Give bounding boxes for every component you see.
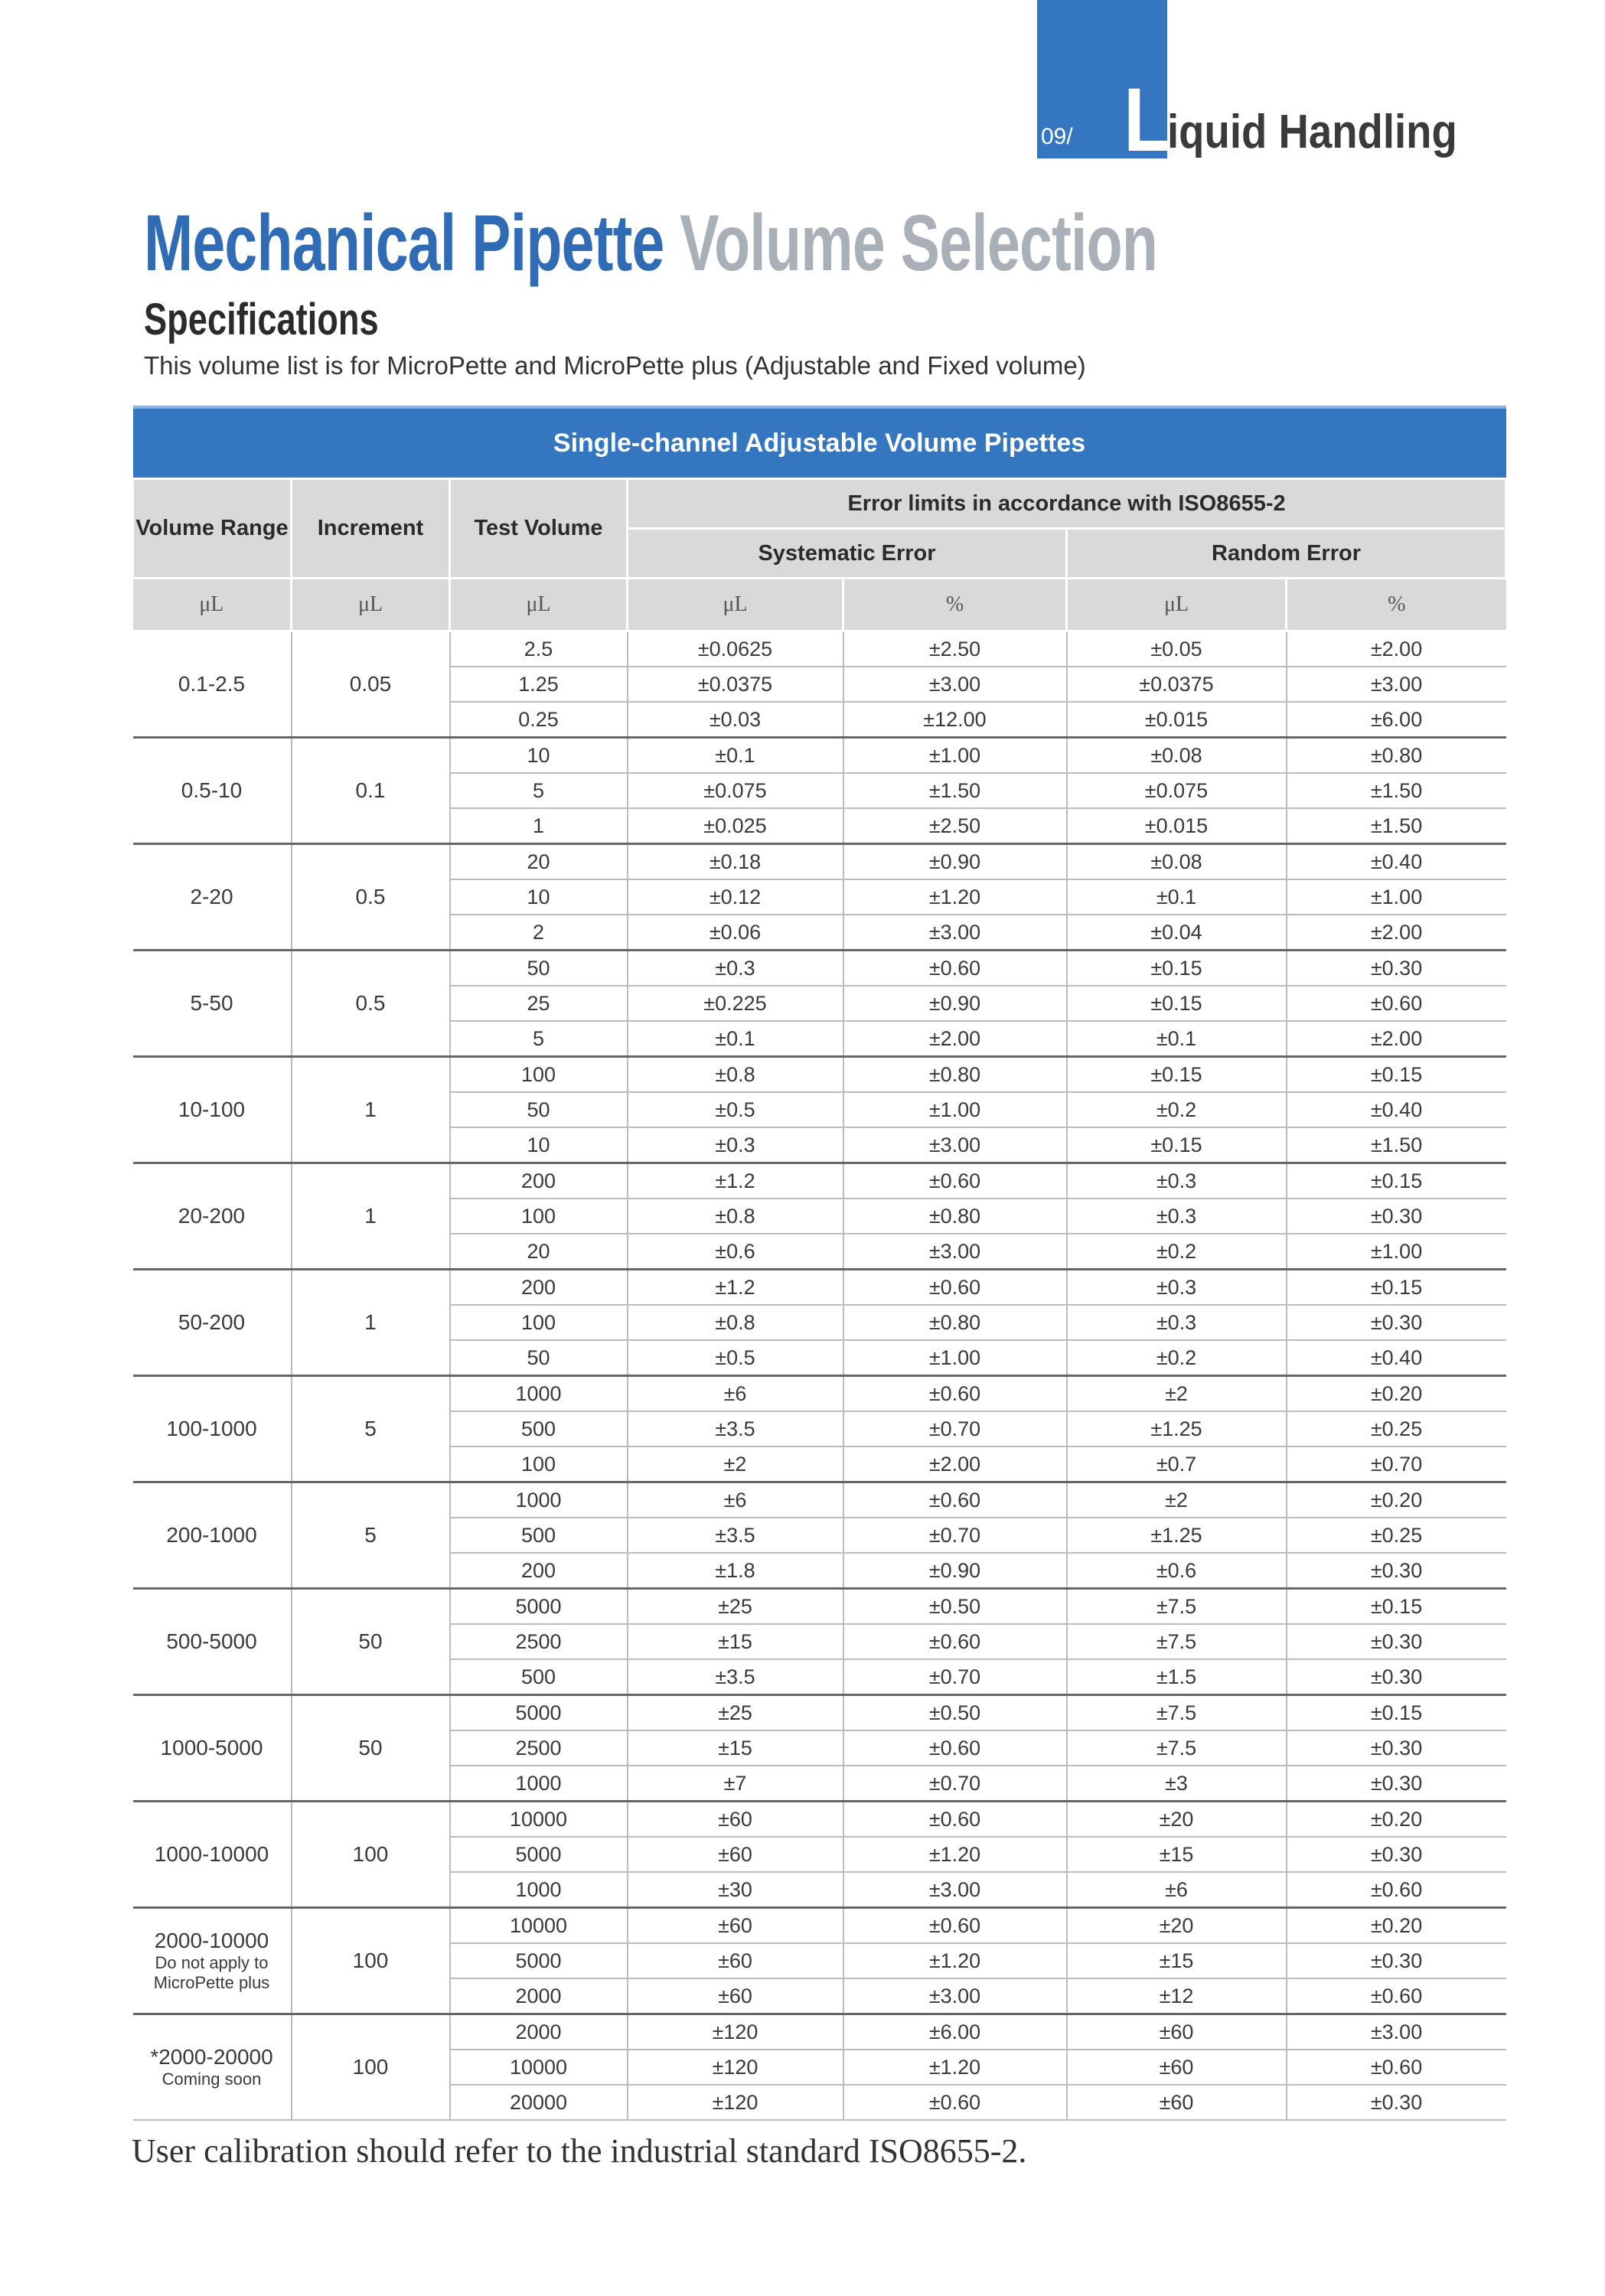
random-error-pct-cell: ±3.00 xyxy=(1287,2014,1506,2050)
table-row xyxy=(133,1802,1506,1838)
random-error-pct-cell: ±3.00 xyxy=(1287,667,1506,702)
systematic-error-ul-cell: ±0.18 xyxy=(628,844,843,880)
random-error-pct-cell: ±0.30 xyxy=(1287,1305,1506,1340)
test-volume-cell: 10000 xyxy=(450,2050,628,2085)
random-error-pct-cell: ±0.60 xyxy=(1287,986,1506,1021)
systematic-error-pct-cell: ±0.60 xyxy=(843,1730,1067,1766)
test-volume-cell: 1000 xyxy=(450,1376,628,1412)
test-volume-cell: 5 xyxy=(450,1021,628,1057)
random-error-ul-cell: ±0.15 xyxy=(1067,1127,1287,1163)
systematic-error-ul-cell: ±0.03 xyxy=(628,702,843,738)
increment-cell: 5 xyxy=(292,1482,450,1589)
systematic-error-pct-cell: ±1.20 xyxy=(843,1837,1067,1872)
footer-note: User calibration should refer to the industrial standard ISO8655-2. xyxy=(132,2132,1027,2170)
test-volume-cell: 50 xyxy=(450,1340,628,1376)
random-error-ul-cell: ±0.2 xyxy=(1067,1092,1287,1127)
random-error-ul-cell: ±0.7 xyxy=(1067,1446,1287,1482)
test-volume-cell: 2.5 xyxy=(450,631,628,667)
random-error-pct-cell: ±0.15 xyxy=(1287,1270,1506,1306)
systematic-error-pct-cell: ±0.70 xyxy=(843,1411,1067,1446)
systematic-error-pct-cell: ±12.00 xyxy=(843,702,1067,738)
systematic-error-pct-cell: ±0.90 xyxy=(843,1553,1067,1589)
systematic-error-ul-cell: ±0.5 xyxy=(628,1340,843,1376)
random-error-ul-cell: ±0.1 xyxy=(1067,879,1287,915)
systematic-error-ul-cell: ±0.12 xyxy=(628,879,843,915)
systematic-error-ul-cell: ±0.6 xyxy=(628,1234,843,1270)
specifications-heading: Specifications xyxy=(144,295,379,344)
systematic-error-ul-cell: ±15 xyxy=(628,1730,843,1766)
random-error-pct-cell: ±0.15 xyxy=(1287,1163,1506,1199)
test-volume-cell: 100 xyxy=(450,1305,628,1340)
table-row xyxy=(133,1376,1506,1412)
test-volume-cell: 1000 xyxy=(450,1872,628,1908)
random-error-pct-cell: ±0.60 xyxy=(1287,1872,1506,1908)
test-volume-cell: 1000 xyxy=(450,1766,628,1802)
spec-table-container xyxy=(132,406,1505,2121)
systematic-error-pct-cell: ±0.60 xyxy=(843,1802,1067,1838)
systematic-error-ul-cell: ±3.5 xyxy=(628,1659,843,1695)
random-error-ul-cell: ±0.6 xyxy=(1067,1553,1287,1589)
random-error-ul-cell: ±0.075 xyxy=(1067,773,1287,808)
test-volume-cell: 0.25 xyxy=(450,702,628,738)
increment-cell: 1 xyxy=(292,1163,450,1270)
systematic-error-pct-cell: ±0.70 xyxy=(843,1766,1067,1802)
table-row xyxy=(133,1695,1506,1731)
unit-cell: % xyxy=(1287,579,1506,631)
systematic-error-ul-cell: ±1.8 xyxy=(628,1553,843,1589)
systematic-error-pct-cell: ±0.90 xyxy=(843,986,1067,1021)
systematic-error-pct-cell: ±2.50 xyxy=(843,808,1067,844)
random-error-pct-cell: ±0.15 xyxy=(1287,1057,1506,1093)
systematic-error-ul-cell: ±0.06 xyxy=(628,915,843,951)
systematic-error-pct-cell: ±3.00 xyxy=(843,667,1067,702)
random-error-pct-cell: ±1.50 xyxy=(1287,808,1506,844)
test-volume-cell: 2500 xyxy=(450,1624,628,1659)
systematic-error-pct-cell: ±0.60 xyxy=(843,951,1067,987)
random-error-pct-cell: ±0.25 xyxy=(1287,1518,1506,1553)
random-error-ul-cell: ±7.5 xyxy=(1067,1730,1287,1766)
volume-range-cell xyxy=(133,1802,292,1908)
increment-cell: 100 xyxy=(292,1802,450,1908)
test-volume-cell: 5000 xyxy=(450,1589,628,1625)
random-error-ul-cell: ±3 xyxy=(1067,1766,1287,1802)
random-error-pct-cell: ±2.00 xyxy=(1287,631,1506,667)
unit-cell: μL xyxy=(628,579,843,631)
systematic-error-pct-cell: ±1.00 xyxy=(843,1092,1067,1127)
test-volume-cell: 500 xyxy=(450,1659,628,1695)
test-volume-cell: 20 xyxy=(450,844,628,880)
systematic-error-ul-cell: ±120 xyxy=(628,2014,843,2050)
random-error-ul-cell: ±0.3 xyxy=(1067,1199,1287,1234)
random-error-ul-cell: ±0.0375 xyxy=(1067,667,1287,702)
test-volume-cell: 100 xyxy=(450,1446,628,1482)
systematic-error-pct-cell: ±0.60 xyxy=(843,2085,1067,2120)
systematic-error-pct-cell: ±0.60 xyxy=(843,1482,1067,1518)
random-error-ul-cell: ±0.05 xyxy=(1067,631,1287,667)
test-volume-cell: 2 xyxy=(450,915,628,951)
increment-cell: 1 xyxy=(292,1270,450,1376)
volume-range-value: 1000-10000 xyxy=(154,1842,269,1866)
test-volume-cell: 2500 xyxy=(450,1730,628,1766)
volume-range-value: 2-20 xyxy=(190,885,233,908)
volume-range-value: 1000-5000 xyxy=(160,1736,263,1760)
test-volume-cell: 50 xyxy=(450,951,628,987)
header-test-volume: Test Volume xyxy=(450,479,628,579)
systematic-error-pct-cell: ±0.80 xyxy=(843,1199,1067,1234)
random-error-ul-cell: ±0.1 xyxy=(1067,1021,1287,1057)
systematic-error-ul-cell: ±0.3 xyxy=(628,951,843,987)
random-error-ul-cell: ±0.08 xyxy=(1067,738,1287,774)
table-row xyxy=(133,844,1506,880)
table-row xyxy=(133,1163,1506,1199)
header-volume-range: Volume Range xyxy=(133,479,292,579)
test-volume-cell: 500 xyxy=(450,1518,628,1553)
test-volume-cell: 20000 xyxy=(450,2085,628,2120)
systematic-error-pct-cell: ±2.00 xyxy=(843,1021,1067,1057)
description-text: This volume list is for MicroPette and MicroPette plus (Adjustable and Fixed volume) xyxy=(144,351,1086,380)
unit-cell: % xyxy=(843,579,1067,631)
spec-table-body xyxy=(133,631,1506,2121)
systematic-error-pct-cell: ±3.00 xyxy=(843,1872,1067,1908)
systematic-error-ul-cell: ±6 xyxy=(628,1482,843,1518)
random-error-ul-cell: ±15 xyxy=(1067,1943,1287,1978)
volume-range-note: Coming soon xyxy=(161,2069,262,2089)
systematic-error-pct-cell: ±3.00 xyxy=(843,1234,1067,1270)
random-error-ul-cell: ±12 xyxy=(1067,1978,1287,2014)
random-error-ul-cell: ±60 xyxy=(1067,2014,1287,2050)
systematic-error-ul-cell: ±0.225 xyxy=(628,986,843,1021)
unit-cell: μL xyxy=(292,579,450,631)
random-error-pct-cell: ±0.30 xyxy=(1287,1659,1506,1695)
systematic-error-ul-cell: ±60 xyxy=(628,1943,843,1978)
systematic-error-ul-cell: ±120 xyxy=(628,2085,843,2120)
volume-range-cell xyxy=(133,1695,292,1802)
random-error-pct-cell: ±1.00 xyxy=(1287,879,1506,915)
random-error-ul-cell: ±0.08 xyxy=(1067,844,1287,880)
increment-cell: 50 xyxy=(292,1695,450,1802)
random-error-ul-cell: ±60 xyxy=(1067,2050,1287,2085)
test-volume-cell: 100 xyxy=(450,1057,628,1093)
volume-range-cell xyxy=(133,2014,292,2121)
table-row xyxy=(133,1270,1506,1306)
systematic-error-pct-cell: ±0.60 xyxy=(843,1270,1067,1306)
systematic-error-pct-cell: ±0.70 xyxy=(843,1518,1067,1553)
random-error-pct-cell: ±0.80 xyxy=(1287,738,1506,774)
table-row xyxy=(133,951,1506,987)
random-error-pct-cell: ±0.70 xyxy=(1287,1446,1506,1482)
random-error-pct-cell: ±0.20 xyxy=(1287,1908,1506,1944)
volume-range-cell xyxy=(133,844,292,951)
systematic-error-ul-cell: ±0.5 xyxy=(628,1092,843,1127)
test-volume-cell: 25 xyxy=(450,986,628,1021)
systematic-error-ul-cell: ±25 xyxy=(628,1589,843,1625)
volume-range-cell xyxy=(133,1482,292,1589)
systematic-error-ul-cell: ±3.5 xyxy=(628,1518,843,1553)
random-error-ul-cell: ±1.25 xyxy=(1067,1518,1287,1553)
random-error-pct-cell: ±0.30 xyxy=(1287,1837,1506,1872)
systematic-error-ul-cell: ±3.5 xyxy=(628,1411,843,1446)
random-error-ul-cell: ±0.3 xyxy=(1067,1270,1287,1306)
increment-cell: 0.05 xyxy=(292,631,450,738)
random-error-ul-cell: ±6 xyxy=(1067,1872,1287,1908)
systematic-error-ul-cell: ±6 xyxy=(628,1376,843,1412)
test-volume-cell: 5000 xyxy=(450,1837,628,1872)
table-row xyxy=(133,1908,1506,1944)
random-error-ul-cell: ±0.15 xyxy=(1067,986,1287,1021)
random-error-pct-cell: ±1.50 xyxy=(1287,773,1506,808)
systematic-error-ul-cell: ±60 xyxy=(628,1978,843,2014)
random-error-pct-cell: ±0.30 xyxy=(1287,2085,1506,2120)
systematic-error-pct-cell: ±0.50 xyxy=(843,1695,1067,1731)
test-volume-cell: 200 xyxy=(450,1553,628,1589)
systematic-error-ul-cell: ±60 xyxy=(628,1908,843,1944)
random-error-pct-cell: ±0.30 xyxy=(1287,1624,1506,1659)
spec-table xyxy=(132,406,1507,2121)
test-volume-cell: 200 xyxy=(450,1270,628,1306)
systematic-error-ul-cell: ±0.0375 xyxy=(628,667,843,702)
random-error-pct-cell: ±0.30 xyxy=(1287,1943,1506,1978)
random-error-pct-cell: ±0.20 xyxy=(1287,1482,1506,1518)
random-error-ul-cell: ±2 xyxy=(1067,1482,1287,1518)
table-caption: Single-channel Adjustable Volume Pipettes xyxy=(133,407,1506,479)
systematic-error-ul-cell: ±0.8 xyxy=(628,1057,843,1093)
random-error-ul-cell: ±7.5 xyxy=(1067,1589,1287,1625)
table-row xyxy=(133,631,1506,667)
test-volume-cell: 20 xyxy=(450,1234,628,1270)
increment-cell: 5 xyxy=(292,1376,450,1482)
systematic-error-ul-cell: ±0.8 xyxy=(628,1199,843,1234)
systematic-error-pct-cell: ±2.00 xyxy=(843,1446,1067,1482)
test-volume-cell: 5 xyxy=(450,773,628,808)
test-volume-cell: 500 xyxy=(450,1411,628,1446)
systematic-error-pct-cell: ±1.20 xyxy=(843,2050,1067,2085)
table-row xyxy=(133,1057,1506,1093)
systematic-error-pct-cell: ±0.60 xyxy=(843,1376,1067,1412)
random-error-ul-cell: ±60 xyxy=(1067,2085,1287,2120)
random-error-pct-cell: ±0.30 xyxy=(1287,1199,1506,1234)
random-error-pct-cell: ±0.15 xyxy=(1287,1589,1506,1625)
random-error-pct-cell: ±2.00 xyxy=(1287,915,1506,951)
test-volume-cell: 5000 xyxy=(450,1695,628,1731)
random-error-pct-cell: ±0.60 xyxy=(1287,2050,1506,2085)
systematic-error-ul-cell: ±1.2 xyxy=(628,1163,843,1199)
systematic-error-pct-cell: ±0.80 xyxy=(843,1305,1067,1340)
unit-cell: μL xyxy=(1067,579,1287,631)
volume-range-cell xyxy=(133,1908,292,2014)
systematic-error-ul-cell: ±0.025 xyxy=(628,808,843,844)
volume-range-value: 5-50 xyxy=(190,991,233,1015)
random-error-ul-cell: ±0.15 xyxy=(1067,951,1287,987)
increment-cell: 100 xyxy=(292,2014,450,2121)
increment-cell: 0.5 xyxy=(292,951,450,1057)
systematic-error-pct-cell: ±0.60 xyxy=(843,1908,1067,1944)
random-error-ul-cell: ±0.3 xyxy=(1067,1305,1287,1340)
unit-cell: μL xyxy=(450,579,628,631)
test-volume-cell: 2000 xyxy=(450,2014,628,2050)
volume-range-cell xyxy=(133,951,292,1057)
systematic-error-pct-cell: ±1.00 xyxy=(843,1340,1067,1376)
volume-range-cell xyxy=(133,1589,292,1695)
systematic-error-pct-cell: ±0.80 xyxy=(843,1057,1067,1093)
systematic-error-pct-cell: ±0.60 xyxy=(843,1163,1067,1199)
systematic-error-pct-cell: ±6.00 xyxy=(843,2014,1067,2050)
test-volume-cell: 10000 xyxy=(450,1908,628,1944)
systematic-error-pct-cell: ±3.00 xyxy=(843,915,1067,951)
increment-cell: 0.1 xyxy=(292,738,450,844)
systematic-error-ul-cell: ±30 xyxy=(628,1872,843,1908)
volume-range-cell xyxy=(133,1057,292,1163)
page-title-secondary: Volume Selection xyxy=(680,199,1158,288)
volume-range-value: 100-1000 xyxy=(166,1417,257,1440)
random-error-ul-cell: ±0.15 xyxy=(1067,1057,1287,1093)
test-volume-cell: 5000 xyxy=(450,1943,628,1978)
table-row xyxy=(133,1589,1506,1625)
page-number: 09/ xyxy=(1041,124,1073,149)
table-row xyxy=(133,1482,1506,1518)
header-increment: Increment xyxy=(292,479,450,579)
random-error-pct-cell: ±1.00 xyxy=(1287,1234,1506,1270)
table-row xyxy=(133,738,1506,774)
random-error-pct-cell: ±0.30 xyxy=(1287,951,1506,987)
volume-range-cell xyxy=(133,631,292,738)
systematic-error-ul-cell: ±0.1 xyxy=(628,1021,843,1057)
random-error-ul-cell: ±0.2 xyxy=(1067,1234,1287,1270)
volume-range-cell xyxy=(133,738,292,844)
systematic-error-pct-cell: ±0.50 xyxy=(843,1589,1067,1625)
random-error-ul-cell: ±7.5 xyxy=(1067,1624,1287,1659)
test-volume-cell: 10 xyxy=(450,879,628,915)
test-volume-cell: 50 xyxy=(450,1092,628,1127)
random-error-ul-cell: ±20 xyxy=(1067,1908,1287,1944)
test-volume-cell: 1 xyxy=(450,808,628,844)
systematic-error-pct-cell: ±0.60 xyxy=(843,1624,1067,1659)
random-error-pct-cell: ±0.30 xyxy=(1287,1730,1506,1766)
random-error-ul-cell: ±20 xyxy=(1067,1802,1287,1838)
systematic-error-ul-cell: ±25 xyxy=(628,1695,843,1731)
random-error-pct-cell: ±0.30 xyxy=(1287,1766,1506,1802)
volume-range-value: 0.1-2.5 xyxy=(178,672,246,696)
volume-range-cell xyxy=(133,1163,292,1270)
random-error-ul-cell: ±1.25 xyxy=(1067,1411,1287,1446)
systematic-error-pct-cell: ±1.20 xyxy=(843,879,1067,915)
systematic-error-pct-cell: ±3.00 xyxy=(843,1127,1067,1163)
random-error-ul-cell: ±2 xyxy=(1067,1376,1287,1412)
header-random-error: Random Error xyxy=(1067,529,1506,579)
table-row xyxy=(133,2014,1506,2050)
systematic-error-pct-cell: ±1.20 xyxy=(843,1943,1067,1978)
volume-range-cell xyxy=(133,1270,292,1376)
random-error-pct-cell: ±6.00 xyxy=(1287,702,1506,738)
increment-cell: 100 xyxy=(292,1908,450,2014)
systematic-error-pct-cell: ±2.50 xyxy=(843,631,1067,667)
test-volume-cell: 2000 xyxy=(450,1978,628,2014)
volume-range-value: *2000-20000 xyxy=(150,2045,273,2069)
random-error-pct-cell: ±0.25 xyxy=(1287,1411,1506,1446)
systematic-error-pct-cell: ±1.00 xyxy=(843,738,1067,774)
random-error-pct-cell: ±0.20 xyxy=(1287,1802,1506,1838)
increment-cell: 1 xyxy=(292,1057,450,1163)
page-title xyxy=(144,197,1157,289)
volume-range-value: 2000-10000 xyxy=(154,1929,269,1952)
volume-range-note: Do not apply to MicroPette plus xyxy=(153,1953,270,1992)
systematic-error-pct-cell: ±0.70 xyxy=(843,1659,1067,1695)
systematic-error-ul-cell: ±15 xyxy=(628,1624,843,1659)
page-title-primary: Mechanical Pipette xyxy=(144,199,664,288)
header-error-limits: Error limits in accordance with ISO8655-2 xyxy=(628,479,1506,529)
random-error-pct-cell: ±0.40 xyxy=(1287,844,1506,880)
random-error-pct-cell: ±0.60 xyxy=(1287,1978,1506,2014)
test-volume-cell: 100 xyxy=(450,1199,628,1234)
systematic-error-ul-cell: ±0.1 xyxy=(628,738,843,774)
volume-range-value: 50-200 xyxy=(178,1310,246,1334)
random-error-pct-cell: ±0.40 xyxy=(1287,1092,1506,1127)
random-error-ul-cell: ±1.5 xyxy=(1067,1659,1287,1695)
random-error-ul-cell: ±0.3 xyxy=(1067,1163,1287,1199)
section-title: iquid Handling xyxy=(1167,106,1457,158)
random-error-ul-cell: ±15 xyxy=(1067,1837,1287,1872)
systematic-error-ul-cell: ±1.2 xyxy=(628,1270,843,1306)
systematic-error-ul-cell: ±0.075 xyxy=(628,773,843,808)
systematic-error-pct-cell: ±3.00 xyxy=(843,1978,1067,2014)
systematic-error-ul-cell: ±0.8 xyxy=(628,1305,843,1340)
test-volume-cell: 200 xyxy=(450,1163,628,1199)
header-systematic-error: Systematic Error xyxy=(628,529,1067,579)
random-error-pct-cell: ±1.50 xyxy=(1287,1127,1506,1163)
systematic-error-ul-cell: ±0.3 xyxy=(628,1127,843,1163)
systematic-error-ul-cell: ±60 xyxy=(628,1802,843,1838)
random-error-ul-cell: ±7.5 xyxy=(1067,1695,1287,1731)
random-error-pct-cell: ±0.30 xyxy=(1287,1553,1506,1589)
random-error-pct-cell: ±0.15 xyxy=(1287,1695,1506,1731)
systematic-error-ul-cell: ±60 xyxy=(628,1837,843,1872)
random-error-ul-cell: ±0.2 xyxy=(1067,1340,1287,1376)
test-volume-cell: 10000 xyxy=(450,1802,628,1838)
systematic-error-ul-cell: ±2 xyxy=(628,1446,843,1482)
volume-range-value: 200-1000 xyxy=(166,1523,257,1547)
volume-range-value: 0.5-10 xyxy=(181,778,243,802)
systematic-error-ul-cell: ±120 xyxy=(628,2050,843,2085)
random-error-pct-cell: ±2.00 xyxy=(1287,1021,1506,1057)
increment-cell: 50 xyxy=(292,1589,450,1695)
section-initial: L xyxy=(1124,70,1171,171)
test-volume-cell: 1000 xyxy=(450,1482,628,1518)
volume-range-cell xyxy=(133,1376,292,1482)
systematic-error-ul-cell: ±0.0625 xyxy=(628,631,843,667)
volume-range-value: 500-5000 xyxy=(166,1629,257,1653)
random-error-ul-cell: ±0.04 xyxy=(1067,915,1287,951)
systematic-error-ul-cell: ±7 xyxy=(628,1766,843,1802)
test-volume-cell: 10 xyxy=(450,1127,628,1163)
systematic-error-pct-cell: ±1.50 xyxy=(843,773,1067,808)
random-error-pct-cell: ±0.20 xyxy=(1287,1376,1506,1412)
volume-range-value: 10-100 xyxy=(178,1097,246,1121)
unit-cell: μL xyxy=(133,579,292,631)
random-error-ul-cell: ±0.015 xyxy=(1067,808,1287,844)
random-error-pct-cell: ±0.40 xyxy=(1287,1340,1506,1376)
test-volume-cell: 10 xyxy=(450,738,628,774)
random-error-ul-cell: ±0.015 xyxy=(1067,702,1287,738)
volume-range-value: 20-200 xyxy=(178,1204,246,1228)
systematic-error-pct-cell: ±0.90 xyxy=(843,844,1067,880)
test-volume-cell: 1.25 xyxy=(450,667,628,702)
increment-cell: 0.5 xyxy=(292,844,450,951)
